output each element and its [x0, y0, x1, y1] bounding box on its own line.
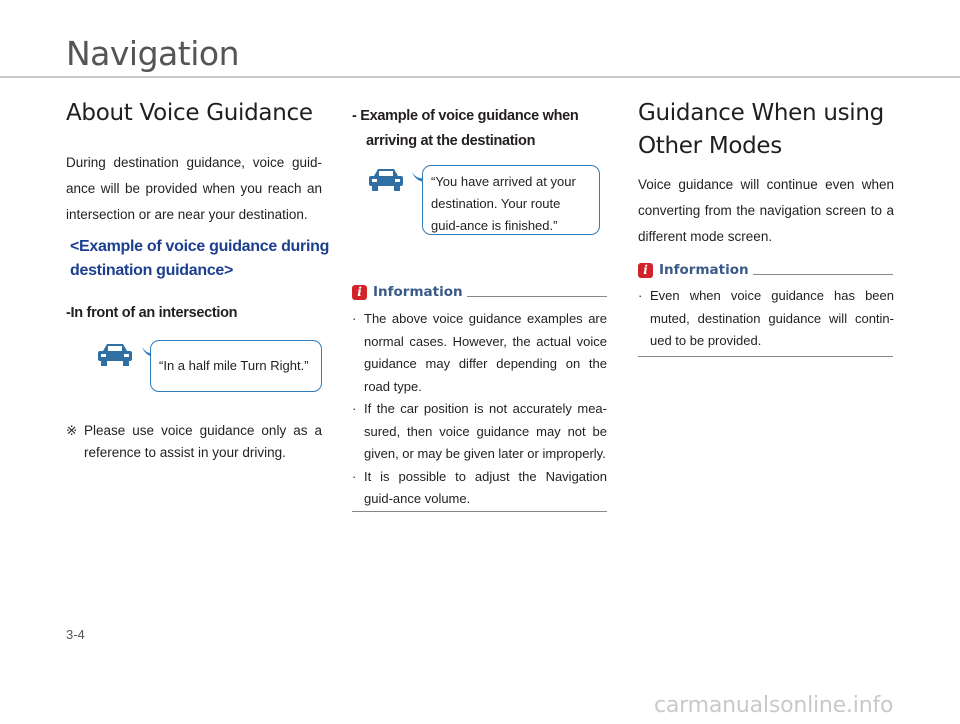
info-bottom-rule [638, 356, 893, 357]
page-title: Navigation [66, 34, 239, 73]
other-modes-paragraph: Voice guidance will continue even when converting from the navigation screen to a different mode screen. [638, 177, 894, 244]
note-text: Please use voice guidance only as a reference to assist in your driving. [84, 423, 322, 460]
speech-bubble-intersection: “In a half mile Turn Right.” [150, 340, 322, 392]
list-item: · Even when voice guidance has been muted, destination guidance will contin-ued to be provided. [638, 285, 894, 353]
section-heading-other-modes [638, 97, 918, 163]
info-icon: i [352, 285, 367, 300]
example-heading-line1: <Example of voice guidance during [70, 238, 330, 255]
heading-line1: Guidance When using [638, 100, 884, 126]
info-rule [467, 296, 607, 297]
page-number: 3-4 [66, 627, 85, 642]
title-divider [0, 76, 960, 78]
info-label: Information [373, 284, 463, 300]
example-heading [70, 235, 340, 283]
car-icon [366, 165, 406, 193]
arrival-heading [352, 104, 612, 154]
speech-bubble-arrival: “You have arrived at your destination. Your route guid-ance is finished.” [422, 165, 600, 235]
list-item: · It is possible to adjust the Navigation guid-ance volume. [352, 466, 607, 511]
note-block [66, 420, 322, 464]
arrival-heading-line2: arriving at the destination [366, 133, 536, 149]
info-list-middle [352, 308, 607, 511]
list-item: · If the car position is not accurately mea-sured, then voice guidance may not be given, or may be given later or improperly. [352, 398, 607, 466]
info-label: Information [659, 262, 749, 278]
car-icon [95, 340, 135, 368]
heading-line2: Other Modes [638, 133, 782, 159]
info-header-middle [352, 284, 463, 300]
intro-paragraph: During destination guidance, voice guid-ance will be provided when you reach an intersection or are near your destination. [66, 155, 322, 222]
arrival-heading-line1: - Example of voice guidance when [352, 108, 579, 124]
intersection-subheading: -In front of an intersection [66, 305, 238, 321]
list-item: · The above voice guidance examples are normal cases. However, the actual voice guidance may differ depending on the road type. [352, 308, 607, 398]
info-list-right [638, 285, 894, 353]
example-heading-line2: destination guidance> [70, 262, 234, 279]
watermark: carmanualsonline.info [654, 693, 894, 718]
info-icon: i [638, 263, 653, 278]
section-heading-voice-guidance: About Voice Guidance [66, 100, 313, 126]
note-symbol: ※ [66, 423, 78, 438]
info-rule [753, 274, 893, 275]
info-bottom-rule [352, 511, 607, 512]
info-header-right [638, 262, 749, 278]
